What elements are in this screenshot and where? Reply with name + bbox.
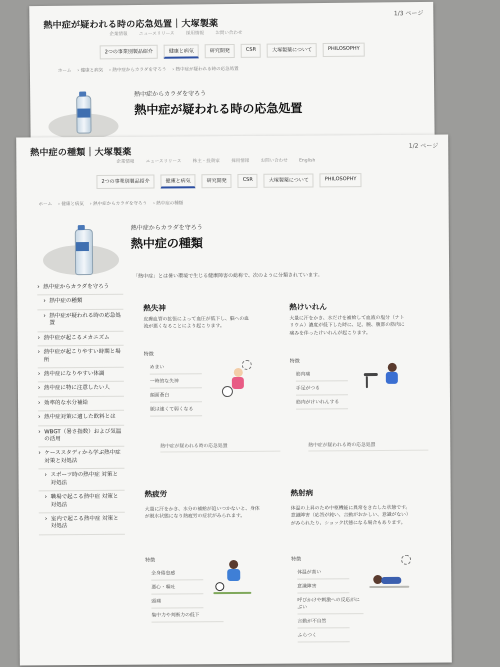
- card-title: 熱けいれん: [289, 302, 327, 312]
- page-number: 1/3 ページ: [393, 9, 424, 18]
- sidebar-item[interactable]: › スポーツ時の熱中症 対策と対処法: [38, 469, 124, 491]
- person-shirt: [232, 377, 244, 389]
- main-nav: [100, 43, 365, 60]
- feature-item: 意識障害: [297, 579, 349, 593]
- card-description: 皮膚血管の拡張によって血圧が低下し、脳への血流が悪くなることにより起こります。: [143, 316, 250, 331]
- sidebar-item[interactable]: › 熱中症の種類: [37, 295, 123, 310]
- feature-item: 悪心・嘔吐: [151, 580, 203, 594]
- hero-subtitle: 熱中症からカラダを守ろう: [134, 90, 207, 99]
- intro-text: 「熱中症」とは暑い環境で生じる健康障害の総称で、次のように分類されています。: [133, 272, 323, 280]
- feature-item: 言動が不自然: [297, 614, 349, 628]
- breadcrumb-item: 熱中症の種類: [156, 201, 184, 207]
- soccer-player-illustration: [211, 556, 255, 596]
- breadcrumb-item: 熱中症が疑われる時の応急処置: [175, 66, 239, 73]
- feature-heading: 特徴: [291, 556, 302, 563]
- page-number: 1/2 ページ: [408, 142, 439, 150]
- feature-list: [296, 367, 348, 409]
- nav-item[interactable]: 研究開発: [202, 174, 232, 188]
- top-link[interactable]: 採用情報: [231, 158, 250, 165]
- sun-icon: [401, 555, 411, 565]
- person-shirt: [386, 372, 398, 384]
- page-title: 熱中症が疑われる時の応急処置｜大塚製薬: [43, 19, 219, 31]
- sidebar-item[interactable]: › 熱中症が疑われる時の応急処置: [37, 310, 123, 332]
- card-title: 熱失神: [143, 303, 166, 313]
- page-title: 熱中症の種類｜大塚製薬: [30, 147, 132, 159]
- person-shirt: [227, 569, 240, 581]
- feature-heading: 特徴: [143, 351, 154, 358]
- collapsed-person-illustration: [367, 555, 415, 591]
- feature-heading: 特徴: [145, 557, 156, 564]
- feature-item: 脈は速くて弱くなる: [150, 402, 202, 416]
- nav-item[interactable]: PHILOSOPHY: [320, 173, 362, 187]
- main-nav: [96, 173, 361, 189]
- nav-item-active[interactable]: 健康と病気: [164, 44, 199, 58]
- sun-icon: [242, 360, 252, 370]
- nav-item[interactable]: CSR: [238, 174, 258, 188]
- nav-item[interactable]: 2つの事業別製品紹介: [100, 45, 158, 60]
- sidebar-item[interactable]: › 熱中症対策に適した飲料とは: [38, 411, 124, 426]
- sidebar-item[interactable]: › ケーススタディから学ぶ熱中症対策と対処法: [38, 447, 124, 469]
- card-title: 熱疲労: [144, 489, 168, 499]
- card-link[interactable]: 熱中症が疑われる時の応急処置: [160, 442, 280, 453]
- back-printed-page: [29, 2, 435, 156]
- feature-item: 筋肉がけいれんする: [296, 395, 348, 409]
- sidebar-item[interactable]: › 熱中症からカラダを守ろう: [37, 281, 123, 296]
- tennis-player-illustration: [218, 360, 258, 400]
- feature-item: 全身倦怠感: [151, 566, 203, 580]
- top-link[interactable]: お問い合わせ: [215, 30, 243, 37]
- feature-item: めまい: [150, 360, 202, 374]
- feature-item: 筋肉痛: [296, 367, 348, 381]
- tennis-racket-icon: [222, 386, 233, 397]
- nav-item[interactable]: PHILOSOPHY: [323, 43, 365, 57]
- top-link[interactable]: ニュースリリース: [145, 159, 182, 165]
- top-links: [116, 157, 325, 164]
- hurdle-runner-illustration: [362, 359, 408, 393]
- breadcrumb-item[interactable]: 熱中症からカラダを守ろう: [93, 201, 148, 207]
- sidebar-item[interactable]: › 熱中症が起こるメカニズム: [38, 331, 124, 346]
- nav-item[interactable]: CSR: [241, 44, 261, 58]
- hero-title: 熱中症の種類: [130, 236, 203, 251]
- person-head: [229, 560, 238, 569]
- breadcrumb: ホーム › 健康と病気 › 熱中症からカラダを守ろう › 熱中症が疑われる時の応急処置: [57, 66, 239, 74]
- feature-item: 手足がつる: [296, 381, 348, 395]
- top-links: [109, 30, 252, 37]
- nav-item-active[interactable]: 健康と病気: [161, 174, 196, 188]
- feature-list: [150, 360, 202, 416]
- sidebar-item[interactable]: › 室内で起こる熱中症 対策と対処法: [39, 513, 125, 535]
- feature-item: 体温が高い: [297, 565, 349, 579]
- sidebar-item[interactable]: › 熱中症に特に注意したい人: [38, 382, 124, 397]
- feature-heading: 特徴: [289, 358, 300, 365]
- sidebar-item[interactable]: › 職場で起こる熱中症 対策と対処法: [39, 491, 125, 513]
- breadcrumb-item[interactable]: 熱中症からカラダを守ろう: [112, 67, 167, 74]
- grass: [213, 592, 251, 594]
- card-description: 大量に汗をかき、水だけを補給して血液の塩分（ナトリウム）濃度が低下した時に、足、腕、腹部の筋肉に痛みを伴ったけいれんが起こります。: [289, 315, 405, 337]
- feature-item: 集中力や判断力の低下: [151, 608, 223, 623]
- feature-item: 頭痛: [151, 594, 203, 608]
- card-description: 体温の上昇のため中枢機能に異常をきたした状態です。意識障害（応答が鈍い、言動がおかしい、意識がない）がみられたり、ショック状態になる場合もあります。: [290, 505, 411, 527]
- drink-bottle-image: [75, 229, 93, 275]
- card-description: 大量に汗をかき、水分の補給が追いつかないと、身体が脱水状態になり熱疲労の症状がみられます。: [144, 506, 260, 521]
- top-link[interactable]: 企業情報: [116, 159, 135, 165]
- hero-title: 熱中症が疑われる時の応急処置: [134, 101, 303, 118]
- breadcrumb-item[interactable]: ホーム: [38, 202, 53, 208]
- card-link[interactable]: 熱中症が疑われる時の応急処置: [308, 441, 428, 452]
- sidebar-item[interactable]: › WBGT（暑さ指数）および気温の活用: [38, 425, 124, 447]
- drink-bottle-image: [76, 95, 91, 133]
- nav-item[interactable]: 研究開発: [205, 44, 235, 58]
- breadcrumb-item[interactable]: 健康と病気: [61, 202, 84, 208]
- hurdle-leg: [366, 376, 368, 388]
- nav-item[interactable]: 2つの事業別製品紹介: [96, 175, 154, 189]
- card-title: 熱射病: [290, 488, 314, 498]
- breadcrumb-item[interactable]: ホーム: [57, 68, 72, 74]
- soccer-ball-icon: [215, 582, 224, 591]
- sidebar-item[interactable]: › 熱中症が起こりやすい時期と場所: [38, 346, 124, 368]
- hero-subtitle: 熱中症からカラダを守ろう: [130, 224, 203, 232]
- top-link[interactable]: 株主・投資家: [192, 159, 220, 165]
- top-link[interactable]: English: [299, 158, 316, 164]
- breadcrumb: ホーム › 健康と病気 › 熱中症からカラダを守ろう › 熱中症の種類: [38, 201, 184, 208]
- nav-item[interactable]: 大塚製薬について: [264, 173, 314, 187]
- feature-list: [297, 565, 364, 642]
- breadcrumb-item[interactable]: 健康と病気: [80, 68, 104, 74]
- person-head: [234, 368, 243, 377]
- feature-item: 一時的な失神: [150, 374, 202, 388]
- sidebar-item[interactable]: › 熱中症になりやすい体調: [38, 368, 124, 383]
- sidebar-nav: [37, 281, 125, 535]
- feature-item: 呼びかけや刺激への反応がにぶい: [297, 593, 363, 614]
- top-link[interactable]: 採用情報: [185, 31, 204, 37]
- person-head: [388, 363, 397, 372]
- top-link[interactable]: 企業情報: [109, 32, 128, 38]
- top-link[interactable]: お問い合わせ: [260, 158, 288, 164]
- feature-item: 顔面蒼白: [150, 388, 202, 402]
- top-link[interactable]: ニュースリリース: [138, 31, 175, 37]
- ground: [369, 586, 409, 588]
- feature-item: ふらつく: [298, 628, 350, 642]
- front-printed-page: [16, 134, 452, 665]
- nav-item[interactable]: 大塚製薬について: [267, 43, 317, 58]
- sidebar-item[interactable]: › 効率的な水分補給: [38, 397, 124, 412]
- person-body: [381, 577, 401, 584]
